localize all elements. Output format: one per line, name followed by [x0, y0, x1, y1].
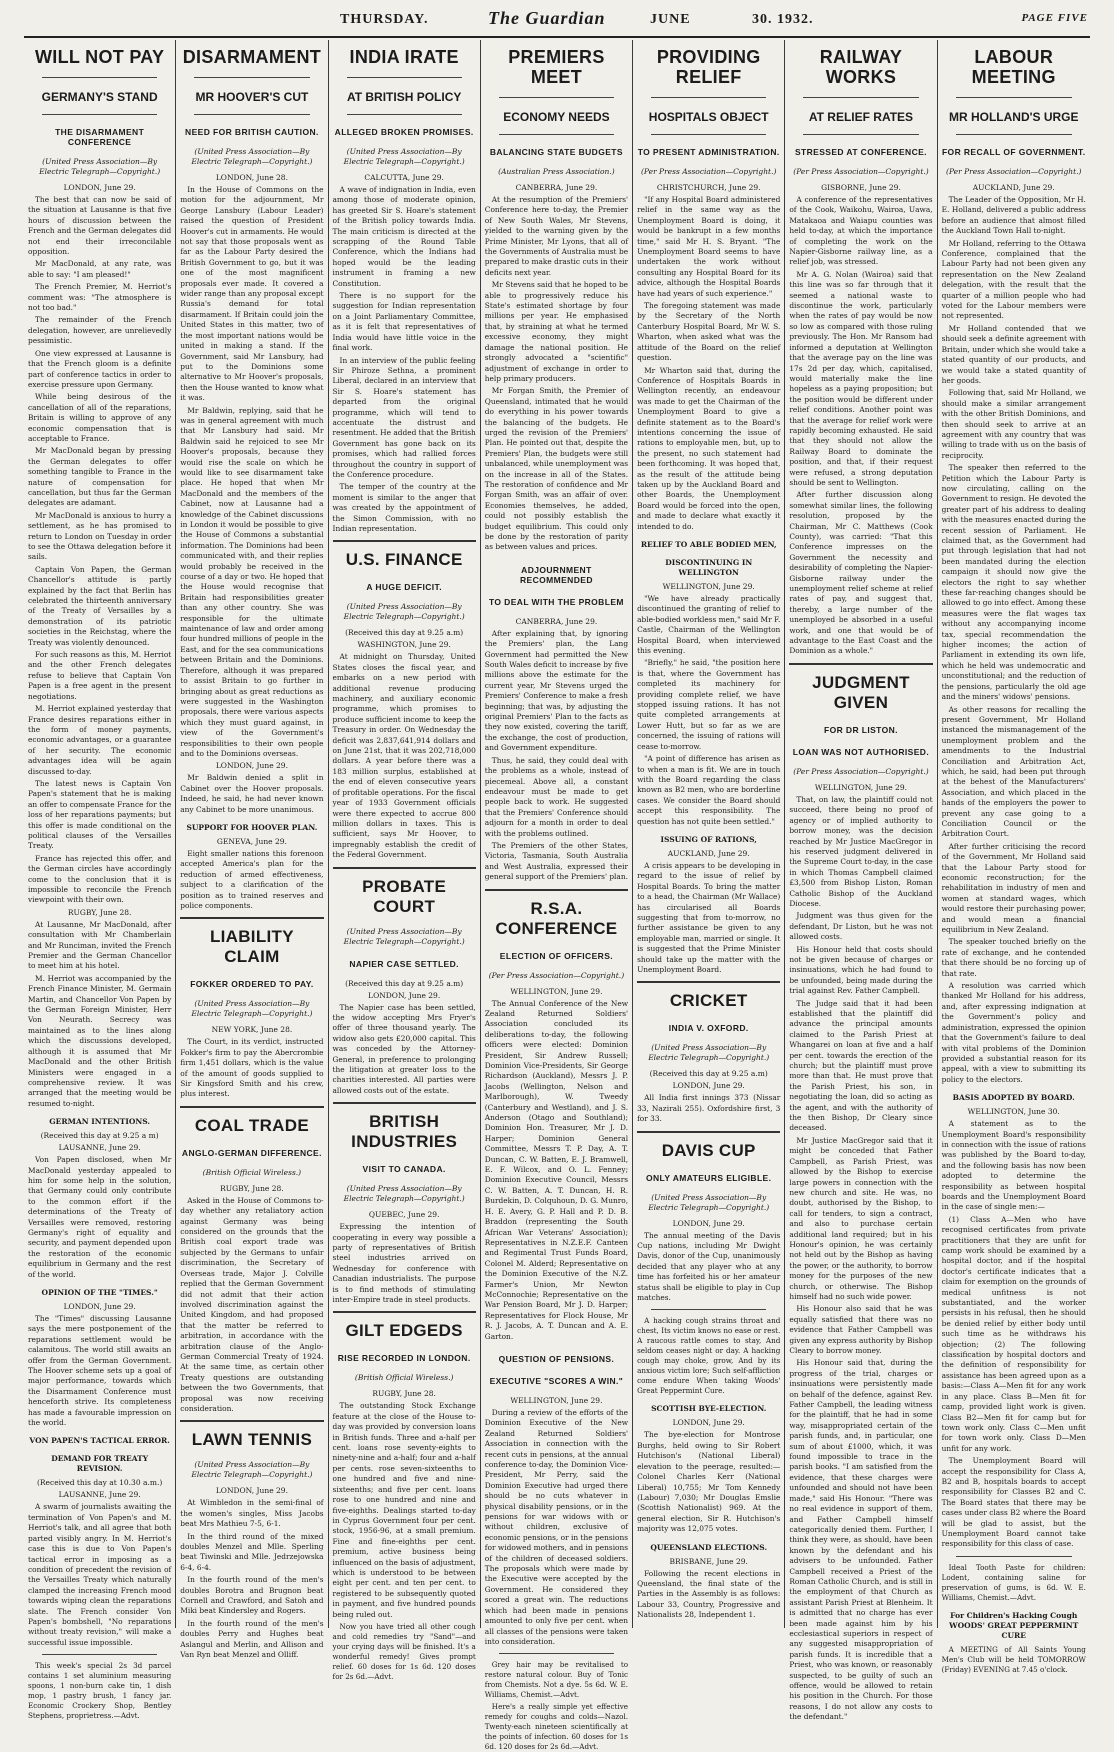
paragraph: Mr Baldwin, replying, said that he was in general agreement with much that Mr Lansbury had said. Mr Baldwin said he rejoiced to see Mr Hoover's proposals, because they would rise the scale on which he would like to see disarmament take place. He hoped that when Mr MacDonald and the members of the Cabinet, now at Lausanne had a knowledge of the Cabinet discussions in London it would be possible to give the House of Commons a substantial information. The Dominions had been communicated with, and their replies would probably be received in the course of a day or two. He hoped that the House would recognise that Britain had responsibilities greater than any other country. She was responsible for the ultimate maintenance of law and order among four hundred millions of people in the East, and for the sea communications between Britain and the Dominions. Therefore, although it was prepared to assist Britain to go further in bringing about as great reductions as were suggested in the Washington proposals, there were various aspects which they must guard against, in view of the Government's responsibilities to their own people and to the Dominions overseas. [180, 405, 324, 758]
section-heading: RELIEF TO ABLE BODIED MEN, [640, 540, 777, 549]
paragraph: The remainder of the French delegation, however, are unrelievedly pessimistic. [28, 315, 172, 346]
paragraph: (1) Class A—Men who have recognised certificates from private practitioners that they are unfit for camp work should be examined by a hospital doctor, and if the hospital doctor's certificate indicates that a claim for exemption on the grounds of medical unfitness is not substantiated, and the worker persists in his refusal, then he should be denied relief by either body until such time as he withdraws his objection; (2) The following classification by hospital doctors and the definition of responsibility for assistance has been agreed upon as a basis:—Class A—Men fit for any work in any place. Class B—Men fit for camp, provided light work is given. Class B2—Men fit for camp but for town work only. Class C—Men unfit for town work only. Class D—Men unfit for any work. [941, 1214, 1086, 1453]
paragraph: Mr Holland contended that we should seek a definite agreement with Britain, under which she would take a stated quantity of our products, and we would take a stated quantity of her goods. [941, 323, 1086, 385]
advertisement: A MEETING of All Saints Young Men's Club will be held TOMORROW (Friday) EVENING at 7.45 o'clock. [941, 1644, 1086, 1674]
paragraph: "If any Hospital Board administered relief in the same way as the Unemployment Board is doing, it would be bankrupt in a few months time," said Mr H. S. Bryant. "The Unemployment Board seems to have undertaken the work without consulting any Hospital Board for its advice, although the Hospital Boards have had years of such experience." [637, 195, 781, 298]
headline: JUDGMENT GIVEN [812, 672, 910, 712]
paragraph: At the resumption of the Premiers' Conference here to-day, the Premier of New South Wales, Mr Stevens, yielded to the warning given by the Prime Minister, Mr Lyons, that all of the Governments of Australia must be prepared to make drastic cuts in their deficits next year. [484, 195, 629, 277]
article-body [485, 999, 628, 1342]
subheading: FOR RECALL OF GOVERNMENT. [941, 147, 1086, 157]
deck: ECONOMY NEEDS [503, 110, 610, 124]
paragraph: The best that can now be said of the situation at Lausanne is that five hours of discussion between the French and the German delegates did not end their irreconcilable opposition. [28, 195, 172, 257]
subheading: ONLY AMATEURS ELIGIBLE. [646, 1172, 772, 1183]
dateline: WELLINGTON, June 30. [967, 1107, 1060, 1117]
masthead-month: JUNE [650, 12, 691, 27]
paragraph: Mr Stevens said that he hoped to be able to progressively reduce his State's estimated shortage by four millions per year. He emphasised that, by straining at what he termed excessive economy, they might damage the national position. He strongly advocated a "scientific" adjustment of exchange in order to help primary producers. [484, 280, 629, 383]
headline: LAWN TENNIS [191, 1430, 313, 1450]
paragraph: A crisis appears to be developing in regard to the issue of relief by Hospital Boards. To bring the matter to a head, the Chairman (Mr Wallace) has circularised all Boards suggesting that from to-morrow, no further assistance be given to any employable man, married or single. It is suggested that the Prime Minister should take up the matter with the Unemployment Board. [637, 860, 781, 974]
paragraph: At Wimbledon in the semi-final of the women's singles, Miss Jacobs beat Mrs Mathieu 7-5, 6-1. [180, 1498, 324, 1529]
divider [651, 134, 766, 135]
divider [803, 134, 918, 135]
article-body [637, 1231, 780, 1304]
dateline: RUGBY, June 28. [372, 1389, 436, 1399]
section-heading: QUEENSLAND ELECTIONS. [650, 1542, 768, 1552]
paragraph: Mr Baldwin denied a split in Cabinet over the Hoover proposals. Indeed, he said, he had never known any Cabinet to be more unanimous. [180, 773, 324, 814]
paragraph: France has rejected this offer, and the German circles have accordingly come to the conclusion that it is impossible to reconcile the French viewpoint with their own. [28, 853, 172, 905]
deck: AT RELIEF RATES [808, 110, 914, 124]
article-body [180, 849, 323, 911]
dateline: LONDON, June 29. [215, 1486, 288, 1496]
article-body [637, 1093, 780, 1124]
dateline: AUCKLAND, June 29. [667, 848, 750, 858]
divider [333, 1311, 476, 1313]
headline: CRICKET [669, 991, 748, 1011]
paragraph: "Briefly," he said, "the position here is that, where the Government has completed its machinery for providing complete relief, we have stopped issuing rations. It has not quite completed arrangements at Lower Hutt, but so far as we are concerned, the issuing of rations will cease to-morrow. [637, 658, 781, 751]
received-note: (Received this day at 9.25 a m) [40, 1131, 159, 1141]
divider [651, 97, 766, 98]
paragraph: Mr Forgan Smith, the Premier of Queensland, intimated that he would do everything in his power towards the balancing of the budgets. He urged the revision of the Premiers' Plan. He pointed out that, despite the Premiers' Plan, the budgets were still unbalanced, while unemployment was on the increase in all of the States. The restoration of confidence and Mr Forgan Smith, was an affair of over. Economies themselves, he added, could not possibly establish the budget equilibrium. This could only be done by the restoration of parity as between values and prices. [484, 386, 629, 552]
article-body [180, 773, 323, 815]
dateline: WELLINGTON, June 29. [814, 782, 907, 792]
paragraph: Following the recent elections in Queensland, the final state of the Parties in the Assembly is as follows: Labour 33, Country, Progressive and Nationalists 28, Independent 1. [637, 1568, 781, 1620]
paragraph: A conference of the representatives of the Cook, Waikohu, Wairoa, Uawa, Matakaoa and Waiapu counties was held to-day, at which the importance of completing the work on the Napier-Gisborne railway line, as a relief job, was stressed. [789, 195, 933, 267]
paragraph: The outstanding Stock Exchange feature at the close of the House to-day was provided by conversion loans in British funds. Three and a-half per cent. loans rose seventy-eights to ninety-nine and a-half; four and a-half per cents. rose seven-sixteenths to one hundred and five and nine-sixteenths; and five per cent. loans rose to one hundred and nine and five-eighths. Dealings started to-day in Cyprus Government four per cent. stock, 1956-96, at a small premium. Fine and fine-eighths per cent. premium, active business being influenced on the basis of adjustment, which is understood to be between eight per cent. and ten per cent. to registered to be subsequently quoted in payment, and five hundred pounds being ruled out. [332, 1401, 476, 1619]
paragraph: The "Times" discussing Lausanne says the mere postponement of the reparations settlement would be calamitous. The world still awaits an offer from the German Government. The Hoover scheme sets up a goal of major performance, towards which the Disarmament Conference must henceforth strive. Its completeness has made a favourable impression on the world. [28, 1314, 172, 1428]
article-body [28, 1502, 171, 1648]
article-body [637, 195, 780, 532]
dateline: LONDON, June 29. [215, 761, 288, 771]
received-note: (Received this day at 10.30 a.m.) [36, 1478, 163, 1488]
deck: MR HOOVER'S CUT [195, 90, 309, 104]
paragraph: The Napier case has been settled, the widow accepting Mrs Fryer's offer of three thousand yearly. The widow also gets £20,000 capital. This was conceded by the Attorney-General, in preference to prolonging the litigation at greater loss to the charities interested. All parties were allowed costs out of the estate. [332, 1002, 476, 1095]
advertisement: Grey hair may be revitalised to restore natural colour. Buy of Tonic from Chemists. Not a dye. 5s 6d. W. E. Williams, Chemist.—Advt. [484, 1660, 629, 1700]
dateline: WELLINGTON, June 29. [510, 986, 603, 996]
deck: MR HOLLAND'S URGE [948, 110, 1079, 124]
article-body [637, 594, 780, 827]
article-body [942, 1119, 1086, 1550]
section-heading: BASIS ADOPTED BY BOARD. [952, 1093, 1075, 1103]
subheading: LOAN WAS NOT AUTHORISED. [792, 746, 930, 757]
credit-line: (United Press Association—By Electric Telegraph—Copyright.) [648, 1192, 770, 1212]
deck: HOSPITALS OBJECT [648, 110, 769, 124]
section-heading: DEMAND FOR TREATY REVISION. [51, 1454, 149, 1474]
divider [956, 1556, 1072, 1557]
subheading: ADJOURNMENT RECOMMENDED [519, 564, 593, 585]
paragraph: The Leader of the Opposition, Mr H. E. Holland, delivered a public address before an audience that almost filled the Auckland Town Hall to-night. [941, 195, 1086, 236]
paragraph: Expressing the intention of cooperating in every way possible a party of representatives of British steel industries arrived on Wednesday for conference with Canadian industrialists. The purpose is to find methods of stimulating inter-Empire trade in steel products. [332, 1222, 476, 1305]
article-body [637, 861, 780, 975]
paragraph: A wave of indignation in India, even among those of moderate opinion, has greeted Sir S. Hoare's statement of the British policy towards India. The main criticism is directed at the scrapping of the Round Table Conference, which the Indians had hoped would be the leading instrument in framing a new Constitution. [332, 185, 476, 288]
headline: R.S.A. CONFERENCE [495, 898, 618, 938]
credit-line: (United Press Association—By Electric Telegraph—Copyright.) [648, 1043, 770, 1063]
headline: LIABILITY CLAIM [209, 927, 294, 967]
paragraph: His Honour held that costs should not be given because of charges or insinuations, which he had found to be unfounded, being made during the trial against Rev. Father Campbell. [789, 944, 933, 996]
section-heading: SUPPORT FOR HOOVER PLAN. [186, 822, 318, 832]
dateline: GISBORNE, June 29. [821, 183, 901, 192]
article-body [789, 195, 932, 657]
masthead-page-number: PAGE FIVE [1021, 12, 1088, 24]
paragraph: Mr Wharton said that, during the Conference of Hospitals Boards in Wellington recently, an endeavour was made to get the Chairman of the Unemployment Board to give a definite statement as to the Board's intentions concerning the issue of rations to employable men, but, up to the present, no such statement had been forthcoming. It was hoped that, as the result of the attitude being taken up by the Auckland Board and other Boards, the Unemployment Board would be forced into the open, and made to declare what exactly it intended to do. [637, 365, 781, 531]
paragraph: The bye-election for Montrose Burghs, held owing to Sir Robert Hutchison's (National Liberal) elevation to the peerage, resulted:—Colonel Charles Kerr (National Liberal) 10,755; Mr Tom Kennedy (Labour) 7,030; Mr Douglas Emslie (Scottish Nationalist) 969. At the general election, Sir R. Hutchison's majority was 12,075 votes. [637, 1430, 781, 1534]
advertisement: A hacking cough strains throat and chest, Its victim knows no ease or rest. A raucous rattle comes to stay, And seldom ceases night or day. A hacking cough may choke, grow, And by its anxious victim lore; Such self-affliction come endure When taking Woods' Great Peppermint Cure. [637, 1316, 781, 1396]
paragraph: In the House of Commons on the motion for the adjournment, Mr George Lansbury (Labour Leader) raised the question of President Hoover's cut in armaments. He would not say that those proposals went as far as the Labour Party desired the British Government to go, but it was one of the most magnificent proposals ever made. It covered a wider range than any proposal except Russia's demand for total disarmament. If Britain could join the United States in this matter, two of the most important nations would be united in making a stand. If the Government, said Mr Lansbury, had put to the Dominions some alternative to Mr Hoover's proposals, then the House wanted to know what it was. [180, 185, 324, 403]
dateline: WELLINGTON, June 29. [662, 582, 755, 591]
subheading: A HUGE DEFICIT. [366, 582, 442, 593]
paragraph: A statement as to the Unemployment Board's responsibility in connection with the issue of rations was published by the Board to-day, and the following basis has now been adopted to determine the responsibility as between hospital boards and the Unemployment Board in the case of single men:— [941, 1119, 1086, 1212]
headline: U.S. FINANCE [345, 550, 463, 570]
credit-line: (Per Press Association—Copyright.) [488, 970, 625, 980]
article-body [333, 1003, 476, 1097]
divider [789, 663, 932, 665]
paragraph: The Premiers of the other States, Victoria, Tasmania, South Australia and West Australia, expressed their general support of the Premiers' plan. [484, 840, 629, 882]
headline: RAILWAY WORKS [819, 47, 903, 87]
divider [194, 77, 309, 78]
paragraph: A swarm of journalists awaiting the termination of Von Papen's and M. Herriot's talk, and all agree that both parted visibly angry. In M. Herriot's case this is due to Von Papen's tactical error in imposing as a condition of precedent the revision of the Versailles Treaty which naturally clamped the increasing French mood towards wiping clean the reparations slate. The French consider Von Papen's bombshell, "No reparations without treaty revision," will make a successful issue impossible. [28, 1502, 172, 1647]
paragraph: "We have already practically discontinued the granting of relief to able-bodied workless men," said Mr F. Castle, Chairman of the Wellington Hospital Board, when interviewed this evening. [637, 594, 781, 656]
divider [42, 77, 157, 78]
paragraph: Von Papen disclosed, when Mr MacDonald yesterday appealed to him for some help in the solution, that Germany could only contribute to the common effort if the determinations of the Treaty of Versailles were removed, restoring Germany's right of equality and security, and payment depended upon the restoration of the economic equilibrium in Germany and the rest of the world. [28, 1155, 172, 1279]
paragraph: M. Herriot explained yesterday that France desires reparations either in the form of money payments, economic advantages, or a guarantee of her security. The economic advantages idea will be again discussed to-day. [28, 704, 172, 776]
divider [42, 1654, 157, 1655]
divider [499, 1653, 614, 1654]
dateline: AUCKLAND, June 29. [972, 183, 1055, 192]
dateline: LAUSANNE, June 29. [58, 1490, 141, 1500]
paragraph: At midnight on Thursday, United States closes the fiscal year, and embarks on a new period with additional revenue producing machinery, and auxiliary economic programme, which promises to produce sufficient income to keep the Treasury in order. On Wednesday the deficit was 2,837,641,914 dollars and on June 21st, that it was 202,718,000 dollars. A year before there was a 183 million surplus, established at the end of eleven consecutive years of profitable operations. For the fiscal year of 1933 Government officials were there expected to accrue 800 million dollars in taxes. This is sufficient, says Mr Hoover, to impregnably establish the credit of the Federal Government. [332, 652, 476, 860]
divider [194, 114, 309, 115]
paragraph: The Court, in its verdict, instructed Fokker's firm to pay the Abercrombie firm 1,451 dollars, which is the value of the amount of goods supplied to Sir Kingsford Smith and his crew, plus interest. [180, 1037, 324, 1099]
section-heading: ISSUING OF RATIONS, [660, 834, 757, 844]
section-heading: GERMAN INTENTIONS. [49, 1117, 150, 1127]
column-3 [329, 40, 481, 1681]
credit-line: (British Official Wireless.) [202, 1167, 302, 1177]
dateline: CANBERRA, June 29. [515, 183, 598, 192]
paragraph: One view expressed at Lausanne is that the French gloom is a definite part of conference tactics in order to exercise pressure upon Germany. [28, 348, 172, 389]
credit-line: (British Official Wireless.) [354, 1373, 454, 1383]
dateline: QUEBEC, June 29. [368, 1210, 440, 1220]
headline: PREMIERS MEET [508, 47, 605, 87]
paragraph: There is no support for the suggestion for Indian representation on a Joint Parliamentary Committee, as it is felt that representatives of India would have little voice in the final work. [332, 291, 476, 353]
dateline: CHRISTCHURCH, June 29. [656, 183, 761, 192]
received-note: (Received this day at 9.25 a.m) [345, 628, 464, 638]
subheading: TO DEAL WITH THE PROBLEM [488, 596, 624, 607]
column-5 [633, 40, 785, 1628]
paragraph: Eight smaller nations this forenoon accepted America's plan for the reduction of armed effectiveness, subject to a clarification of the position as to trained reserves and police components. [180, 848, 324, 910]
article-body [28, 920, 171, 1109]
masthead-date: 30. 1932. [752, 12, 814, 27]
headline: WILL NOT PAY [34, 47, 165, 67]
paragraph: As other reasons for recalling the present Government, Mr Holland instanced the mismanagement of the unemployment problem and the amendments to the Industrial Conciliation and Arbitration Act, which, he said, had been put through at the behest of the Manufacturers' Association, and which placed in the hands of the employers the power to prevent any case going to a Conciliation Council or the Arbitration Court. [941, 704, 1086, 839]
dateline: LONDON, June 29. [672, 1218, 745, 1228]
dateline: LONDON, June 28. [215, 173, 288, 182]
credit-line: (United Press Association—By Electric Telegraph—Copyright.) [39, 157, 161, 176]
headline: LABOUR MEETING [971, 47, 1056, 87]
divider [333, 1102, 476, 1104]
divider [347, 114, 462, 115]
paragraph: In the fourth round of the men's doubles Perry and Hughes beat Aslangul and Merlin, and Allison and Van Ryn beat Menzel and Olliff. [180, 1618, 324, 1660]
article-body [485, 195, 628, 553]
paragraph: Following that, said Mr Holland, we should make a similar arrangement with the other British Dominions, and then should seek to arrive at an agreement with any country that was willing to trade with us on the basis of reciprocity. [941, 388, 1086, 460]
paragraph: The annual meeting of the Davis Cup nations, including Mr Dwight Davis, donor of the Cup, unanimously decided that any player who at any time has forfeited his or her amateur status shall be eligible to play in Cup matches. [637, 1230, 781, 1303]
credit-line: (United Press Association—By Electric Telegraph—Copyright.) [343, 926, 465, 946]
article-body [333, 185, 476, 534]
dateline: BRISBANE, June 29. [669, 1556, 748, 1566]
paragraph: Mr A. G. Nolan (Wairoa) said that this line was so far through that it seemed a national waste to discontinue the work, particularly when the rates of pay would be now so low as compared with those ruling previously. The Hon. Mr Ransom had informed a deputation at Wellington that the average pay on the line was 17s 2d per day, which, capitalised, would materially make the line hopeless as a paying proposition; but the position would be different under relief conditions. Another point was that the average for relief work were rapidly becoming exhausted. He said that they should not allow the Railway Board to dominate the position, and that, if their request were refused, a strong deputation should be sent to Wellington. [789, 269, 933, 487]
dateline: RUGBY, June 28. [67, 907, 132, 917]
subheading: ANGLO-GERMAN DIFFERENCE. [181, 1147, 322, 1158]
divider [180, 1106, 323, 1108]
article-body [485, 1408, 628, 1647]
advertisement: For Children's Hacking Cough WOODS' GREAT PEPPERMINT CURE [949, 1610, 1079, 1640]
divider [803, 97, 918, 98]
subheading: TO PRESENT ADMINISTRATION. [637, 147, 780, 157]
paragraph: His Honour said that, during the progress of the trial, charges or insinuations were persistently made on behalf of the defence, against Rev. Father Campbell, the leading witness for the plaintiff, that he had in some way, misappropriated certain of the parish funds, and, in particular, one sum of about £1000, which, it was found impossible to trace in the parish books. "I am satisfied from the evidence, that these charges were unfounded and should not have been made," said His Honour. "There was no real evidence in support of them, and Father Campbell himself categorically denied them. Further, I think they were, as should, have been known by the defendant and his advisers to be unfounded. Father Campbell received a Priest of the Roman Catholic Church, and is still in the employment of that Church as assistant Parish Priest at Blenheim. It is admitted that no charge has ever been made against him by his ecclesiastical superiors in respect of any suggested misappropriation of parish funds. It is incredible that a Priest, who was known, or reasonably suspected, to be guilty of such an offence, would be allowed to retain his position in the Church. For those reasons, I do not allow any costs to the defendant." [789, 1358, 933, 1722]
divider [180, 1420, 323, 1422]
divider [651, 1309, 766, 1310]
dateline: WELLINGTON, June 29. [510, 1395, 603, 1405]
paragraph: For such reasons as this, M. Herriot and the other French delegates refuse to believe that Captain Von Papen is a free agent in the present negotiations. [28, 650, 172, 701]
paragraph: During a review of the efforts of the Dominion Executive of the New Zealand Returned Soldiers' Association in connection with the recent cuts in pensions, at the annual conference to-day, the Dominion Vice-President, Mr Perry, said the Dominion Executive had urged there should be no cuts whatever in physical disability pensions, or in the pensions for war widows with or without children, exclusive of economic pensions, or in the pensions for widowed mothers, and in pensions of the children of deceased soldiers. The proposals which were made by the Executive were accepted by the Government. He considered they scored a great win. The reductions which had been made in pensions amounted to only five per cent. when all classes of the pensions were taken into consideration. [484, 1407, 629, 1646]
dateline: LONDON, June 29. [63, 1302, 136, 1311]
paragraph: After explaining that, by ignoring the Premiers' plan, the Lang Government had permitted the New South Wales deficit to increase by five millions above the estimate for the current year, Mr Stevens urged the Premiers' Conference to make a fresh beginning; that was, by adjusting the original Premiers' Plan to the facts as they now existed, covering the tariff, the exchange, the cost of production, and Government expenditure. [484, 628, 629, 753]
subheading: NEED FOR BRITISH CAUTION. [185, 127, 319, 137]
subheading: RISE RECORDED IN LONDON. [337, 1353, 471, 1364]
article-body [942, 195, 1086, 1085]
headline: DAVIS CUP [661, 1140, 756, 1160]
received-note: (Received this day at 9.25 a.m) [649, 1069, 768, 1079]
paragraph: Thus, he said, they could deal with the problems as a whole, instead of piecemeal. Above all, a constant endeavour must be made to get people back to work. He suggested that the Premiers' Conference should adjourn for a month in order to deal with the problems outlined. [484, 755, 629, 838]
subheading: INDIA V. OXFORD. [668, 1023, 749, 1034]
divider [180, 917, 323, 919]
subheading: NAPIER CASE SETTLED. [349, 958, 459, 969]
paragraph: The speaker touched briefly on the rate of exchange, and he contended that there should be no forcing up of that rate. [941, 937, 1086, 978]
paragraph: Judgment was thus given for the defendant, Dr Liston, but he was not allowed costs. [789, 911, 933, 942]
paragraph: The speaker then referred to the Petition which the Labour Party is now circulating, calling on the Government to resign. He devoted the greater part of his address to dealing with the measures enacted during the recent session of Parliament. He claimed that, as the Government had put through legislation that had not been mandated during the election campaign it should now give the electors the right to say whether these far-reaching changes should be allowed to go into effect. Among these measures were the flat wages tax without any accompanying income tax, special recommendation the higher incomes; the action of Parliament in extending its own life, which he held was undemocratic and unconstitutional; and the reduction of the pensions, particularly the old age and the miners' widows' pensions. [941, 463, 1086, 702]
divider [485, 889, 628, 891]
subheading: FOR DR LISTON. [824, 724, 898, 735]
divider [637, 1131, 780, 1133]
dateline: WASHINGTON, June 29. [357, 640, 451, 650]
article-body [637, 1569, 780, 1621]
divider [333, 540, 476, 542]
divider [333, 867, 476, 869]
dateline: CANBERRA, June 29. [515, 616, 598, 626]
article-body [180, 1037, 323, 1099]
credit-line: (United Press Association—By Electric Telegraph—Copyright.) [343, 147, 465, 166]
dateline: NEW YORK, June 28. [211, 1025, 293, 1035]
headline: PROBATE COURT [362, 876, 447, 916]
article-body [333, 1401, 476, 1620]
credit-line: (United Press Association—By Electric Telegraph—Copyright.) [343, 602, 465, 622]
article-body [789, 795, 932, 1723]
divider [42, 114, 157, 115]
credit-line: (United Press Association—By Electric Telegraph—Copyright.) [343, 1184, 465, 1204]
paragraph: The Judge said that it had been established that the plaintiff did advance the principal amounts claimed to the Parish Priest at Whangarei on loan at five and a half per cent. towards the erection of the church; but the plaintiff must prove more than that. He must prove that the Parish Priest, his son, in negotiating the loan, did so acting as the agent, and with the authority of the then Bishop, Dr Cleary since deceased. [789, 998, 933, 1133]
article-body [333, 652, 476, 860]
paragraph: While being desirous of the cancellation of all of the reparations, Britain is willing to approve of any economic compensation that is acceptable to France. [28, 392, 172, 443]
paragraph: The Unemployment Board will accept the responsibility for Class A, B2 and B, hospitals boards to accept responsibility for Classes B2 and C. The Board states that there may be cases under class B2 where the Board will be glad to assist, but the Unemployment Board cannot take responsibility for this class of case. [941, 1456, 1086, 1549]
paragraph: In an interview of the public feeling Sir Phiroze Sethna, a prominent Liberal, declared in an interview that Sir S. Hoare's statement has departed from the original programme, which will tend to accentuate the distrust and resentment. He added that the British Government has gone back on its promises, which had rallied forces throughout the country in support of the Conference procedure. [332, 355, 476, 479]
paragraph: Mr MacDonald, at any rate, was able to say: "I am pleased!" [28, 259, 172, 279]
credit-line: (Per Press Association—Copyright.) [641, 167, 777, 176]
paragraph: At Lausanne, Mr MacDonald, after consultation with Mr Chamberlain and Mr Runciman, invited the French Premier and the German Chancellor to meet him at his hotel. [28, 919, 172, 971]
masthead-title: The Guardian [488, 8, 606, 28]
credit-line: (United Press Association—By Electric Telegraph—Copyright.) [191, 1460, 313, 1480]
credit-line: (Per Press Association—Copyright.) [793, 766, 929, 776]
dateline: LONDON, June 29. [368, 990, 441, 1000]
paragraph: A resolution was carried which thanked Mr Holland for his address, and, after expressing indignation at the Government's policy and administration, expressed the opinion that the Government's failure to deal with vital problems of the Dominion provided a substantial reason for its appeal, with a view to submitting its policy to the electors. [941, 981, 1086, 1084]
credit-line: (Per Press Association—Copyright.) [946, 167, 1082, 176]
article-body [28, 1155, 171, 1280]
section-heading: DISCONTINUING IN WELLINGTON [665, 558, 753, 577]
divider [956, 97, 1072, 98]
paragraph: Mr MacDonald began by pressing the German delegates to offer something tangible to France in the nature of compensation for cancellation, but thus far the German delegates are adamant. [28, 446, 172, 508]
advertisement: This week's special 2s 3d parcel contains 1 set aluminium measuring spoons, 1 non-burn cake tin, 1 dish mop, 1 pastry brush, 1 fancy jar. Economic Crockery Shop, Bentley Stephens, proprietress.—Advt. [28, 1661, 172, 1721]
paragraph: After further criticising the record of the Government, Mr Holland said that the Labour Party stood for economic reconstruction; for the rehabilitation in industry of men and women at standard wages, which would restore their purchasing power, and would mean a financial equilibrium in New Zealand. [941, 841, 1086, 935]
paragraph: "A point of difference has arisen as to when a man is fit. We are in touch with the Board regarding the class known as B2 men, who are borderline cases. We consider the Board should accept this responsibility. The question has not quite been settled." [637, 754, 781, 826]
paragraph: In the fourth round of the men's doubles Borotra and Brugnon beat Cornell and Crawford, and Satoh and Miki beat Kindersley and Rogers. [180, 1575, 324, 1616]
subheading: EXECUTIVE "SCORES A WIN." [489, 1375, 624, 1386]
article-body [180, 1196, 323, 1415]
article-body [180, 1498, 323, 1660]
paragraph: The foregoing statement was made by the Secretary of the North Canterbury Hospital Board, Mr W. S. Wharton, when asked what was the attitude of the Board on the relief question. [637, 301, 781, 363]
dateline: GENEVA, June 29. [216, 836, 287, 846]
masthead [24, 6, 1090, 38]
advertisement: Ideal Tooth Paste for children: Lodent, containing saline for preservation of gums, is 6d. W. E. Williams, Chemist.—Advt. [941, 1562, 1086, 1602]
article-body [28, 1314, 171, 1428]
subheading: VISIT TO CANADA. [362, 1164, 446, 1175]
column-1 [24, 40, 176, 1721]
paragraph: In the third round of the mixed doubles Menzel and Mlle. Sperling beat Tiwinski and Mlle. Jedrzejowska 6-4, 6-4. [180, 1531, 324, 1572]
divider [499, 134, 614, 135]
divider [347, 77, 462, 78]
subheading: ALLEGED BROKEN PROMISES. [334, 127, 474, 137]
section-heading: OPINION OF THE "TIMES." [41, 1288, 158, 1297]
paragraph: His Honour also said that he was equally satisfied that there was no evidence that Father Campbell was given any express authority by Bishop Cleary to borrow money. [789, 1304, 933, 1355]
article-body [485, 629, 628, 883]
paragraph: The French Premier, M. Herriot's comment was: "The atmosphere is not too bad." [28, 282, 172, 313]
dateline: LONDON, June 29. [63, 183, 136, 192]
article-body [333, 1222, 476, 1305]
divider [499, 97, 614, 98]
headline: COAL TRADE [194, 1115, 309, 1135]
article-body [637, 1430, 780, 1534]
deck: GERMANY'S STAND [41, 90, 158, 104]
dateline: CALCUTTA, June 29. [364, 173, 444, 182]
advertisement: Here's a really simple yet effective remedy for coughs and colds—Nazol. Twenty-each nineteen scientifically at the points of infection. 60 doses for 1s 6d. 120 doses for 2s 6d.—Advt. [484, 1702, 629, 1752]
section-heading: SCOTTISH BYE-ELECTION. [651, 1404, 767, 1414]
column-7 [938, 40, 1090, 1674]
paragraph: Mr MacDonald is anxious to hurry a settlement, as he has promised to return to London on Tuesday in order to see the Ottawa delegation before it sails. [28, 510, 172, 562]
divider [637, 981, 780, 983]
advertisement: Now you have tried all other cough and cold remedies try "Sand"—and your crying days will be finished. It's a wonderful remedy! Gives prompt relief. 60 doses for 1s 6d. 120 doses for 2s 6d.—Advt. [332, 1621, 476, 1681]
paragraph: That, on law, the plaintiff could not succeed, there being no proof of agency or of implied authority to borrow money, was the decision reached by Mr Justice MacGregor in his reserved judgment delivered in the Supreme Court to-day, in the case in which Thomas Campbell claimed £3,500 from Bishop Liston, Roman Catholic Bishop of the Auckland Diocese. [789, 794, 933, 908]
subheading: BALANCING STATE BUDGETS [489, 147, 623, 157]
subheading: QUESTION OF PENSIONS. [498, 1353, 615, 1364]
paragraph: M. Herriot was accompanied by the French Finance Minister, M. Germain Martin, and Chancellor Von Papen by the German Foreign Minister, Herr Von Neurath. Secrecy was maintained as to the lines along which the discussions developed, although it is assumed that Mr MacDonald and the other British Ministers were engaged in a comprehensive review. It was arranged that the meeting would be resumed to-night. [28, 973, 172, 1108]
paragraph: Mr Justice MacGregor said that it might be conceded that Father Campbell, as Parish Priest, was allowed by the Bishop to exercise large powers in connection with the new church and site. He was, no doubt, authorised by the Bishop, to call for tenders, to sign a contract, and also to purchase certain additional land required; but in his Honour's opinion, he was certainly not held out by the Bishop as having the power, or the authority, to borrow money for the purposes of the new church, or otherwise. The Bishop himself had no such wide power. [789, 1135, 933, 1301]
column-6 [785, 40, 937, 1722]
headline: GILT EDGEDS [345, 1321, 463, 1341]
subheading: FOKKER ORDERED TO PAY. [190, 979, 314, 990]
masthead-day: THURSDAY. [340, 12, 429, 27]
subheading: STRESSED AT CONFERENCE. [794, 147, 927, 157]
subheading: ELECTION OF OFFICERS. [499, 950, 614, 961]
headline: DISARMAMENT [182, 47, 322, 67]
column-4 [481, 40, 633, 1752]
dateline: LAUSANNE, June 29. [58, 1143, 141, 1153]
credit-line: (United Press Association—By Electric Telegraph—Copyright.) [191, 999, 313, 1019]
headline: PROVIDING RELIEF [656, 47, 761, 87]
dateline: RUGBY, June 28. [220, 1183, 284, 1193]
credit-line: (Per Press Association—Copyright.) [793, 167, 929, 176]
headline: BRITISH INDUSTRIES [351, 1112, 458, 1152]
dateline: LONDON, June 29. [672, 1418, 745, 1428]
paragraph: The latest news is Captain Von Papen's statement that he is making an offer to compensate France for the loss of her reparations payments; but this offer is made conditional on the political clauses of the Versailles Treaty. [28, 778, 172, 851]
dateline: LONDON, June 29. [672, 1081, 745, 1091]
divider [956, 134, 1072, 135]
section-heading: VON PAPEN'S TACTICAL ERROR. [29, 1436, 170, 1446]
article-body [28, 195, 171, 906]
paragraph: The temper of the country at the moment is similar to the anger that was created by the appointment of the Simon Commission, with no Indian representation. [332, 482, 476, 533]
deck: AT BRITISH POLICY [346, 90, 462, 104]
headline: INDIA IRATE [349, 47, 459, 67]
paragraph: The Annual Conference of the New Zealand Returned Soldiers' Association concluded its deliberations to-day, the following officers were elected: Dominion President, Sir Andrew Russell; Dominion Vice-Presidents, Sir George Richardson (Auckland), Messrs J. P. Jacobs (Wellington, Nelson and Marlborough), W. Tweedy (Canterbury and Westland), and J. S. Anderson (Otago and Southland); Dominion Hon. Treasurer, Mr J. D. Harper; Dominion General Committee, Messrs T. P. Day, A. T. Duncan, C. W. Batten, E. J. Bramwell, E. F. Wilcox, and O. L. Fenney; Dominion Executive Council, Messrs C. W. Batten, A. T. Duncan, H. R. Burdekin, D. Colquhoun, D. G. Munro, H. E. Avery, G. P. Hall and P. D. B. Braddon (representing the South African War Veterans' Association); Representatives in N.Z.E.F. Canteen and Regimental Trust Funds Board, Colonel M. Alderd; Representative on the Dominion Executive of the N.Z. Farmer's Union, Mr Newton McConnochie; Representative on the War Pension Board, Mr J. D. Harper; Representatives for Flock House, Mr R. J. Jacobs, A. T. Duncan and A. E. Garton. [484, 998, 629, 1341]
subheading: THE DISARMAMENT CONFERENCE [55, 127, 145, 147]
credit-line: (Australian Press Association.) [498, 167, 615, 176]
received-note: (Received this day at 9.25 a.m) [345, 978, 464, 988]
paragraph: Mr Holland, referring to the Ottawa Conference, complained that the Labour Party had not been given any representation on the New Zealand delegation, with the result that the quarter of a million people who had voted for the Labour members were not represented. [941, 238, 1086, 321]
columns [24, 40, 1090, 1752]
paragraph: After further discussion along somewhat similar lines, the following resolution, proposed by the Chairman, Mr C. Matthews (Cook County), was carried: "That this Conference impresses on the Government the necessity and desirability of completing the Napier-Gisborne railway under the unemployment relief scheme at relief rates of pay, and suggest that, thereby, a large number of the unemployed be absorbed in a useful work, and one that would be of advantage to the East Coast and the Dominion as a whole." [789, 490, 933, 656]
paragraph: Captain Von Papen, the German Chancellor's attitude is partly explained by the fact that Berlin has celebrated the thirteenth anniversary of the Treaty of Versailles by a demonstration of its patriotic societies in the Reichstag, where the Treaty was violently denounced. [28, 564, 172, 647]
article-body [180, 185, 323, 759]
column-2 [176, 40, 328, 1660]
credit-line: (United Press Association—By Electric Telegraph—Copyright.) [191, 147, 313, 166]
paragraph: Asked in the House of Commons to-day whether any retaliatory action against Germany was being considered on the grounds that the British coal export trade was subjected by the Germans to unfair discrimination, the Secretary of Overseas trade, Major J. Colville replied that the German Government did not admit that their action involved discrimination against the United Kingdom, and had proposed that the matter be referred to arbitration, in accordance with the arbitration clause of the Anglo-German Commercial Treaty of 1924. At the same time, as certain other Treaty questions are outstanding between the two Governments, that proposal was now receiving consideration. [180, 1195, 324, 1413]
paragraph: All India first innings 373 (Nissar 33, Nazirali 255). Oxfordshire first, 3 for 33. [637, 1093, 781, 1124]
